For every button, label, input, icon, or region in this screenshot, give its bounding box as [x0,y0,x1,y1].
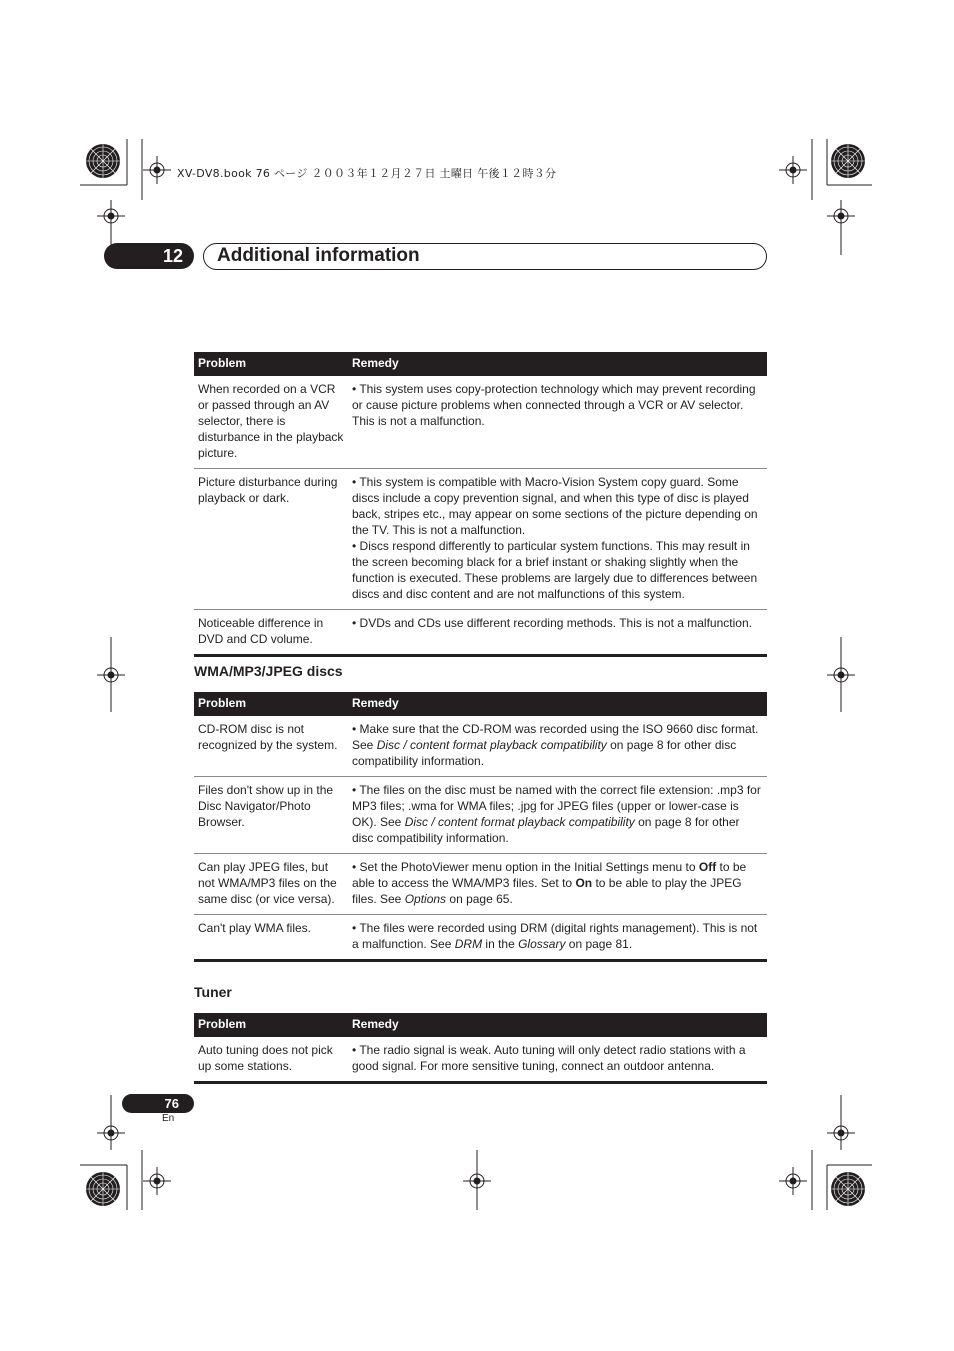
problem-cell: Picture disturbance during playback or dark. [194,469,348,610]
remedy-cell [348,376,767,469]
chapter-title: Additional information [217,245,420,266]
table-header-row [194,1013,767,1037]
remedy-text: • Discs respond differently to particular system functions. This may result in the screen becoming black for a brief instant or shaking slightly when the function is executed. These problems are largely due to differences between discs and disc content and are not malfunctions of this system. [352,539,758,601]
cross-reference: Options [404,892,447,906]
registration-wheel-icon [831,1172,865,1206]
remedy-text: on page 8 for other disc compatibility information. [352,738,737,768]
table-row [194,854,767,915]
remedy-text: • This system uses copy-protection technology which may prevent recording or cause picture problems when connected through a VCR or AV selector. This is not a malfunction. [352,382,756,428]
tuner-troubleshooting-table [194,1013,767,1084]
chapter-number-badge: 12 [104,243,194,269]
cross-reference: Glossary [518,937,566,951]
page-number-badge: 76 [122,1094,194,1113]
crosshair-icon [779,1167,807,1195]
page-language-label: En [162,1113,175,1124]
remedy-text: • This system is compatible with Macro-Vision System copy guard. Some discs include a copy prevention signal, and when this type of disc is played back, stripes etc., may appear on some sections of the picture depending on the TV. This is not a malfunction. [352,475,758,537]
remedy-text: on page 81. [565,937,633,951]
cross-reference: Disc / content format playback compatibility [376,738,607,752]
problem-cell: Files don't show up in the Disc Navigator/Photo Browser. [194,777,348,854]
problem-cell: Auto tuning does not pick up some stations. [194,1037,348,1083]
remedy-column-header: Remedy [348,352,767,376]
remedy-text: • Set the PhotoViewer menu option in the Initial Settings menu to [352,860,699,874]
table-row [194,376,767,469]
remedy-text: • DVDs and CDs use different recording methods. This is not a malfunction. [352,616,752,630]
remedy-cell [348,610,767,656]
problem-cell: Can't play WMA files. [194,915,348,961]
problem-column-header: Problem [194,352,348,376]
remedy-text: on page 65. [446,892,513,906]
table-row [194,610,767,656]
table-row [194,915,767,961]
problem-cell: Noticeable difference in DVD and CD volume. [194,610,348,656]
problem-column-header: Problem [194,1013,348,1037]
remedy-cell [348,716,767,777]
cross-reference: DRM [454,937,483,951]
table-row [194,716,767,777]
cross-reference: Disc / content format playback compatibility [404,815,635,829]
print-header-meta: XV-DV8.book 76 ページ ２００３年１２月２７日 土曜日 午後１２時３分 [177,167,557,180]
remedy-cell: • The radio signal is weak. Auto tuning will only detect radio stations with a good signal. For more sensitive tuning, connect an outdoor antenna. [348,1037,767,1083]
remedy-text: to be able to access the WMA/MP3 files. Set to [352,860,747,890]
remedy-column-header: Remedy [348,692,767,716]
registration-wheel-icon [86,1172,120,1206]
setting-value-on: On [575,876,593,890]
remedy-cell [348,915,767,961]
table-header-row [194,692,767,716]
remedy-text: • Make sure that the CD-ROM was recorded using the ISO 9660 disc format. See [352,722,759,752]
remedy-text: to be able to play the JPEG files. See [352,876,742,906]
table-row [194,469,767,610]
problem-column-header: Problem [194,692,348,716]
registration-wheel-icon [86,144,120,178]
remedy-text: • The files on the disc must be named with the correct file extension: .mp3 for MP3 files; .wma for WMA files; .jpg for JPEG files (upper or lower-case is OK). See [352,783,761,829]
remedy-column-header: Remedy [348,1013,767,1037]
problem-cell: Can play JPEG files, but not WMA/MP3 files on the same disc (or vice versa). [194,854,348,915]
remedy-text: • The files were recorded using DRM (digital rights management). This is not a malfunction. See [352,921,758,951]
remedy-cell [348,854,767,915]
table-row [194,1037,767,1083]
crosshair-icon [143,1167,171,1195]
crosshair-icon [779,156,807,184]
section-heading-tuner: Tuner [194,984,232,1000]
problem-cell: CD-ROM disc is not recognized by the system. [194,716,348,777]
remedy-text: in the [482,937,519,951]
section-heading-wma: WMA/MP3/JPEG discs [194,663,343,679]
problem-cell: When recorded on a VCR or passed through an AV selector, there is disturbance in the playback picture. [194,376,348,469]
table-row [194,777,767,854]
wma-troubleshooting-table [194,692,767,962]
setting-value-off: Off [698,860,717,874]
video-troubleshooting-table [194,352,767,657]
table-header-row [194,352,767,376]
remedy-cell [348,777,767,854]
crosshair-icon [143,156,171,184]
remedy-cell [348,469,767,610]
registration-wheel-icon [831,144,865,178]
remedy-text: on page 8 for other disc compatibility information. [352,815,740,845]
